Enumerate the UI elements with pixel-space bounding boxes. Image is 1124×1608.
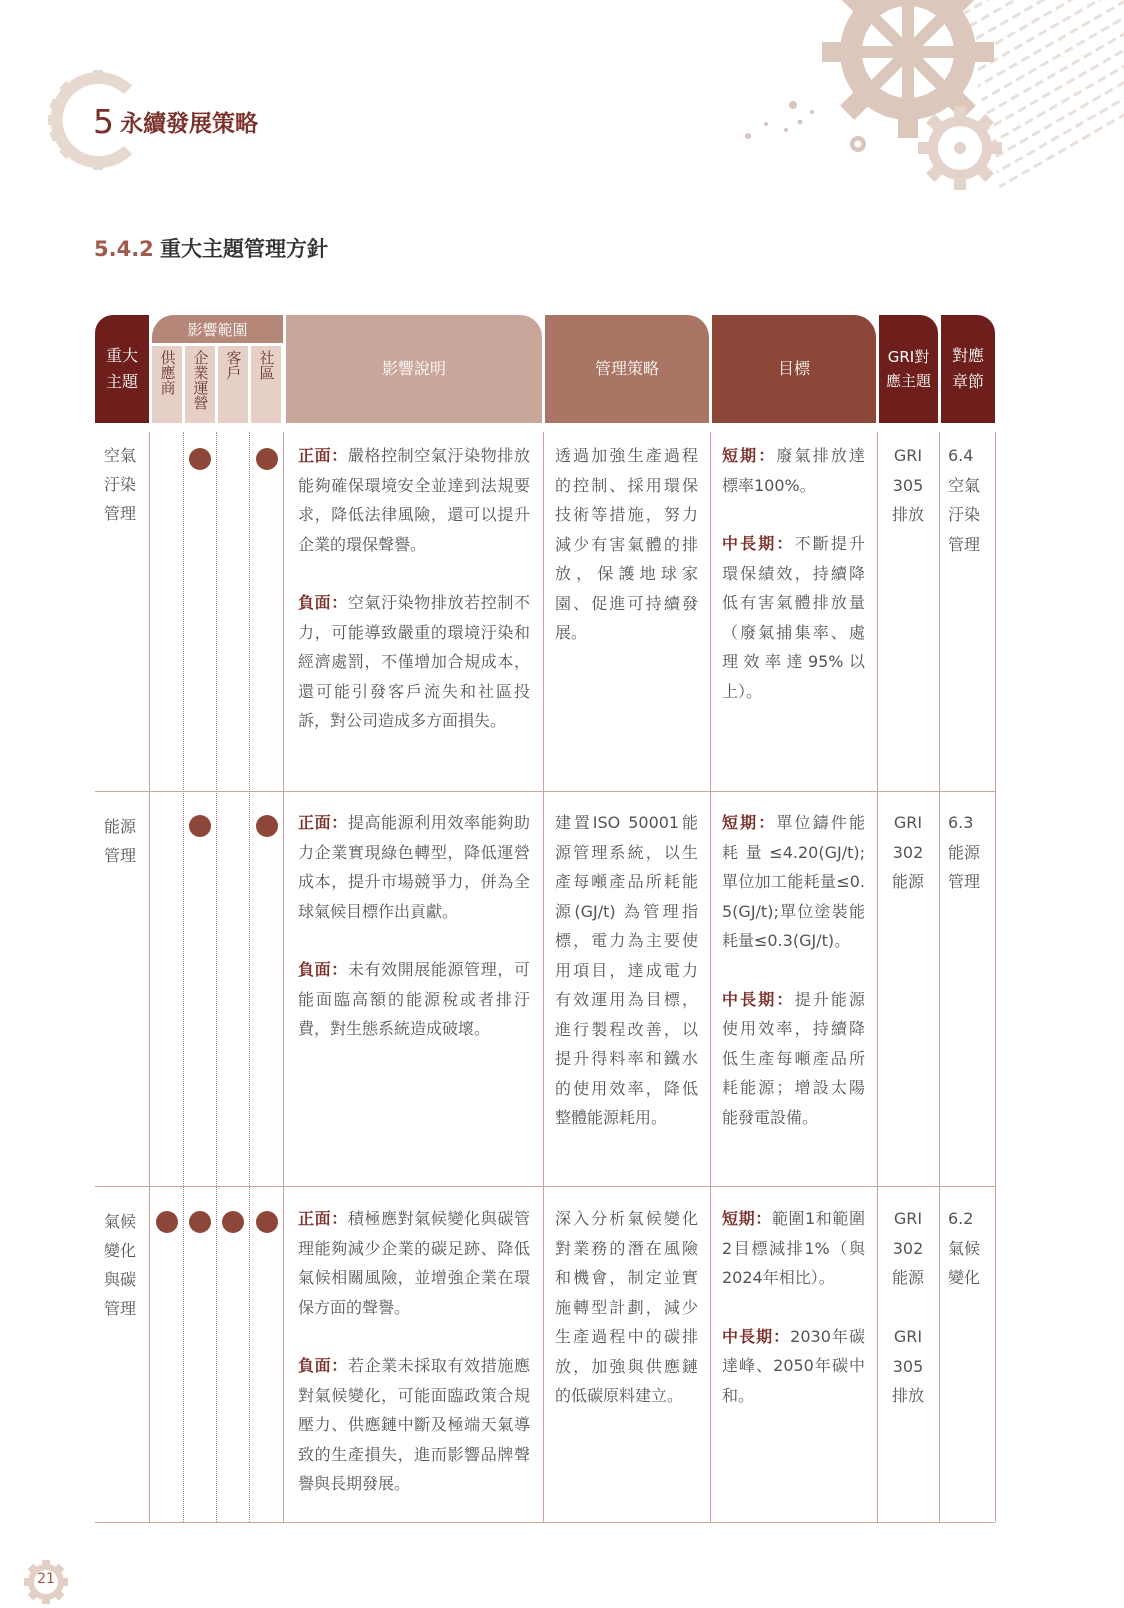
scope-dot-operations — [189, 448, 211, 470]
header-target: 目標 — [712, 315, 876, 423]
negative-text: 空氣汙染物排放若控制不力，可能導致嚴重的環境汙染和經濟處罰，不僅增加合規成本，還可能引發客戶流失和社區投訴，對公司造成多方面損失。 — [298, 593, 530, 730]
negative-label: 負面： — [298, 960, 348, 979]
scope-dot-community — [256, 815, 278, 837]
positive-text: 提高能源利用效率能夠助力企業實現綠色轉型，降低運營成本，提升市場競爭力，併為全球氣候目標作出貢獻。 — [298, 813, 530, 921]
impact-explanation — [298, 441, 530, 736]
row-topic: 能源管理 — [104, 817, 137, 865]
short-term-text: 範圍1和範圍2目標減排1%（與2024年相比）。 — [722, 1209, 865, 1287]
header-topic: 重大主題 — [95, 315, 149, 423]
chapter-reference: 6.3 能源管理 — [948, 813, 981, 891]
tiny-gear-icon — [850, 136, 866, 152]
row-divider — [95, 1522, 995, 1523]
grid-line — [710, 432, 711, 1522]
scope-dot-community — [256, 448, 278, 470]
management-strategy: 透過加強生產過程的控制、採用環保技術等措施，努力減少有害氣體的排放，保護地球家園、促進可持續發展。 — [555, 446, 698, 642]
mid-term-text: 提升能源使用效率，持續降低生產每噸產品所耗能源；增設太陽能發電設備。 — [722, 989, 865, 1127]
gri-reference: GRI 302 能源 — [891, 813, 924, 891]
scope-dot-customer — [222, 1211, 244, 1233]
grid-line — [249, 432, 250, 1522]
mid-term-label: 中長期： — [722, 989, 795, 1009]
row-divider — [95, 1186, 995, 1187]
header-strategy: 管理策略 — [545, 315, 709, 423]
targets — [722, 808, 865, 1132]
header-gri: GRI對應主題 — [879, 315, 938, 423]
mid-term-label: 中長期： — [722, 534, 795, 553]
mid-term-label: 中長期： — [722, 1326, 791, 1346]
gri-reference: GRI 302 能源 GRI 305 排放 — [891, 1209, 924, 1405]
header-chapter: 對應章節 — [941, 315, 995, 423]
management-strategy: 深入分析氣候變化對業務的潛在風險和機會，制定並實施轉型計劃，減少生產過程中的碳排放，加強與供應鏈的低碳原料建立。 — [555, 1209, 698, 1405]
header-scope: 影響範圍 — [152, 315, 283, 343]
section-number: 5.4.2 — [94, 237, 154, 261]
grid-line — [149, 432, 150, 1522]
negative-label: 負面： — [298, 1356, 348, 1375]
page-number-badge — [24, 1560, 68, 1604]
chapter-reference: 6.4 空氣汙染管理 — [948, 446, 981, 554]
grid-line — [939, 432, 940, 1522]
short-term-text: 單位鑄件能耗量≤4.20(GJ/t);單位加工能耗量≤0.5(GJ/t);單位塗裝能耗量≤0.3(GJ/t)。 — [722, 813, 865, 950]
scope-dot-operations — [189, 815, 211, 837]
negative-text: 未有效開展能源管理，可能面臨高額的能源稅或者排汙費，對生態系統造成破壞。 — [298, 960, 530, 1038]
grid-line — [877, 432, 878, 1522]
grid-line — [216, 432, 217, 1522]
positive-label: 正面： — [298, 813, 348, 832]
header-explain: 影響說明 — [286, 315, 542, 423]
decor-dots — [745, 101, 814, 139]
impact-explanation — [298, 808, 530, 1044]
positive-text: 積極應對氣候變化與碳管理能夠減少企業的碳足跡、降低氣候相關風險，並增強企業在環保方面的聲譽。 — [298, 1209, 530, 1317]
grid-line — [543, 432, 544, 1522]
short-term-label: 短期： — [722, 446, 777, 465]
row-topic: 氣候變化與碳管理 — [104, 1212, 137, 1318]
positive-text: 嚴格控制空氣汙染物排放能夠確保環境安全並達到法規要求，降低法律風險，還可以提升企業的環保聲譽。 — [298, 446, 530, 554]
page-number: 21 — [37, 1571, 55, 1587]
grid-line — [183, 432, 184, 1522]
chapter-reference: 6.2 氣候變化 — [948, 1209, 981, 1287]
header-scope-community: 社區 — [251, 346, 281, 423]
chapter-number: 5 — [93, 102, 114, 141]
gri-reference: GRI 305 排放 — [891, 446, 924, 524]
short-term-text: 廢氣排放達標率100%。 — [722, 446, 865, 495]
positive-label: 正面： — [298, 446, 348, 465]
grid-line — [995, 432, 996, 1522]
negative-text: 若企業未採取有效措施應對氣候變化，可能面臨政策合規壓力、供應鏈中斷及極端天氣導致的生產損失，進而影響品牌聲譽與長期發展。 — [298, 1356, 530, 1493]
header-scope-supplier: 供應商 — [152, 346, 182, 423]
mid-term-text: 不斷提升環保績效，持續降低有害氣體排放量（廢氣捕集率、處理效率達95%以上）。 — [722, 534, 865, 701]
targets — [722, 441, 865, 706]
targets — [722, 1204, 865, 1410]
chapter-title: 永續發展策略 — [120, 111, 258, 137]
management-strategy: 建置ISO 50001能源管理系統，以生產每噸產品所耗能源(GJ/t) 為管理指標，電力為主要使用項目，達成電力有效運用為目標，進行製程改善，以提升得料率和鐵水的使用效率，降低整體能源耗用。 — [555, 813, 698, 1127]
negative-label: 負面： — [298, 593, 348, 612]
short-term-label: 短期： — [722, 813, 777, 832]
row-topic: 空氣汙染管理 — [104, 446, 137, 523]
short-term-label: 短期： — [722, 1209, 772, 1228]
scope-dot-community — [256, 1211, 278, 1233]
scope-dot-supplier — [156, 1211, 178, 1233]
header-scope-operations: 企業運營 — [185, 346, 215, 423]
positive-label: 正面： — [298, 1209, 348, 1228]
row-divider — [95, 791, 995, 792]
chapter-gear-icon — [48, 70, 128, 170]
header-scope-customer: 客戶 — [218, 346, 248, 423]
section-title: 重大主題管理方針 — [160, 237, 328, 261]
scope-dot-operations — [189, 1211, 211, 1233]
small-gear-icon — [918, 106, 1002, 190]
mid-term-text: 2030年碳達峰、2050年碳中和。 — [722, 1326, 865, 1405]
grid-line — [283, 432, 284, 1522]
impact-explanation — [298, 1204, 530, 1499]
